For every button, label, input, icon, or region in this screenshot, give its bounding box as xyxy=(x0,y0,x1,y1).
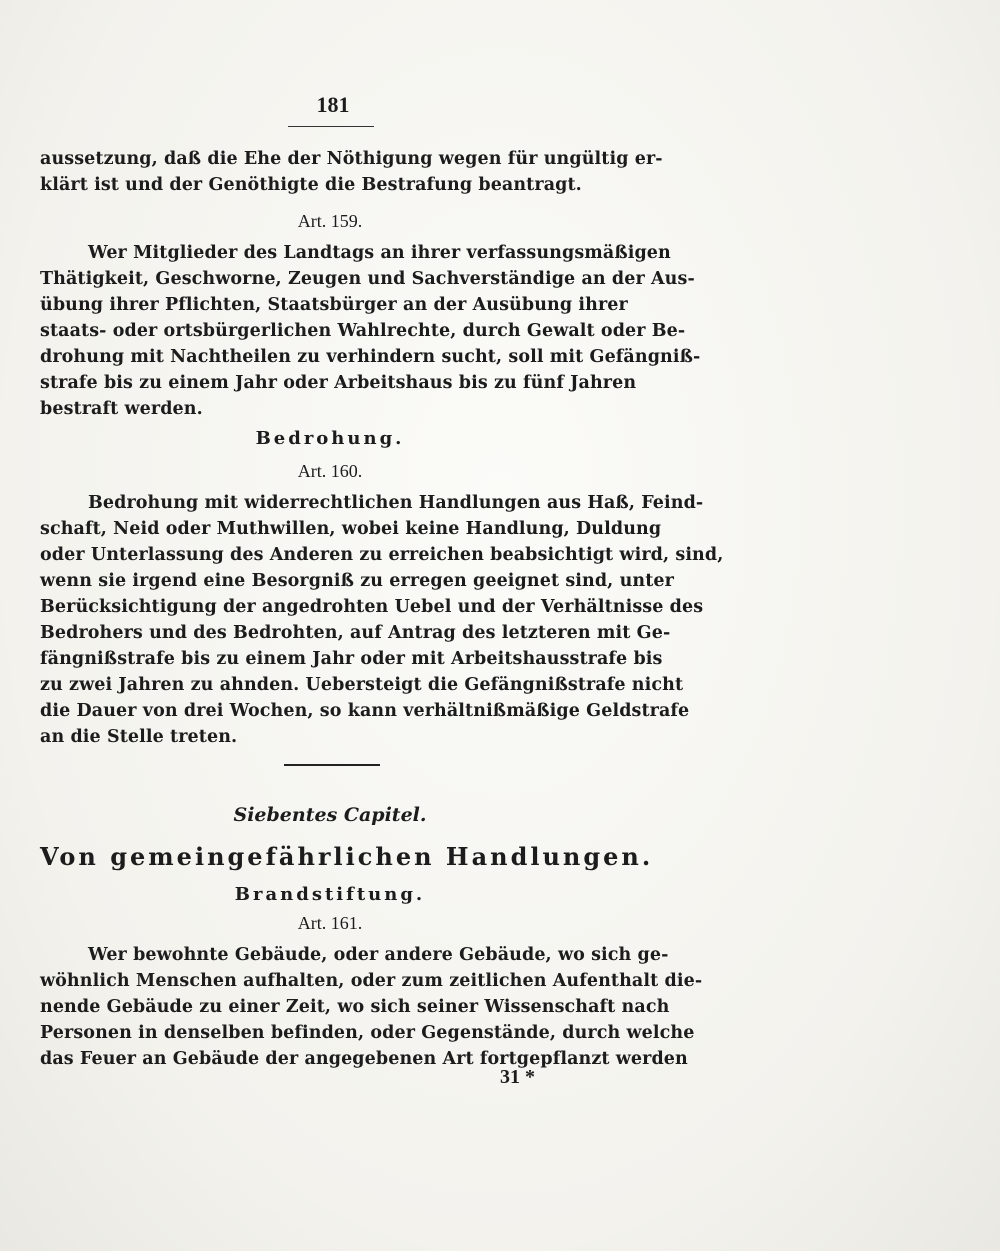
section-subtitle-brandstiftung: Brandstiftung. xyxy=(234,884,426,905)
text-line: Personen in denselben befinden, oder Gegenstände, durch welche xyxy=(40,1023,695,1043)
text-line: an die Stelle treten. xyxy=(40,727,238,747)
chapter-title: Von gemeingefährlichen Handlungen. xyxy=(40,842,654,871)
article-heading-160: Art. 160. xyxy=(297,461,363,481)
text-line: die Dauer von drei Wochen, so kann verhältnißmäßige Geldstrafe xyxy=(40,701,690,721)
text-line: staats- oder ortsbürgerlichen Wahlrechte, durch Gewalt oder Be- xyxy=(40,321,686,341)
section-subtitle-bedrohung: Bedrohung. xyxy=(255,428,405,449)
article-heading-159: Art. 159. xyxy=(297,211,363,231)
text-line: Wer Mitglieder des Landtags an ihrer verfassungsmäßigen xyxy=(88,243,671,263)
article-heading-161: Art. 161. xyxy=(297,913,363,933)
text-line: oder Unterlassung des Anderen zu erreichen beabsichtigt wird, sind, xyxy=(40,545,724,565)
text-line: Thätigkeit, Geschworne, Zeugen und Sachverständige an der Aus- xyxy=(40,269,695,289)
chapter-label: Siebentes Capitel. xyxy=(233,804,427,826)
signature-mark: 31 * xyxy=(500,1066,535,1088)
text-line: drohung mit Nachtheilen zu verhindern sucht, soll mit Gefängniß- xyxy=(40,347,701,367)
text-line: Bedrohung mit widerrechtlichen Handlungen aus Haß, Feind- xyxy=(88,493,704,513)
text-line: wöhnlich Menschen aufhalten, oder zum zeitlichen Aufenthalt die- xyxy=(40,971,703,991)
text-line: nende Gebäude zu einer Zeit, wo sich seiner Wissenschaft nach xyxy=(40,997,670,1017)
text-line: wenn sie irgend eine Besorgniß zu erregen geeignet sind, unter xyxy=(40,571,674,591)
text-line: schaft, Neid oder Muthwillen, wobei keine Handlung, Duldung xyxy=(40,519,662,539)
text-line: das Feuer an Gebäude der angegebenen Art fortgepflanzt werden xyxy=(40,1049,688,1069)
section-separator xyxy=(284,764,380,766)
text-line: klärt ist und der Genöthigte die Bestrafung beantragt. xyxy=(40,175,582,195)
text-line: bestraft werden. xyxy=(40,399,203,419)
text-line: Bedrohers und des Bedrohten, auf Antrag des letzteren mit Ge- xyxy=(40,623,671,643)
text-line: übung ihrer Pflichten, Staatsbürger an der Ausübung ihrer xyxy=(40,295,628,315)
text-line: Berücksichtigung der angedrohten Uebel und der Verhältnisse des xyxy=(40,597,704,617)
text-line: Wer bewohnte Gebäude, oder andere Gebäude, wo sich ge- xyxy=(88,945,669,965)
text-line: fängnißstrafe bis zu einem Jahr oder mit Arbeitshausstrafe bis xyxy=(40,649,663,669)
text-line: zu zwei Jahren zu ahnden. Uebersteigt die Gefängnißstrafe nicht xyxy=(40,675,684,695)
page-number-rule xyxy=(288,126,374,127)
text-line: aussetzung, daß die Ehe der Nöthigung wegen für ungültig er- xyxy=(40,149,663,169)
page-number: 181 xyxy=(316,92,350,117)
text-line: strafe bis zu einem Jahr oder Arbeitshaus bis zu fünf Jahren xyxy=(40,373,637,393)
